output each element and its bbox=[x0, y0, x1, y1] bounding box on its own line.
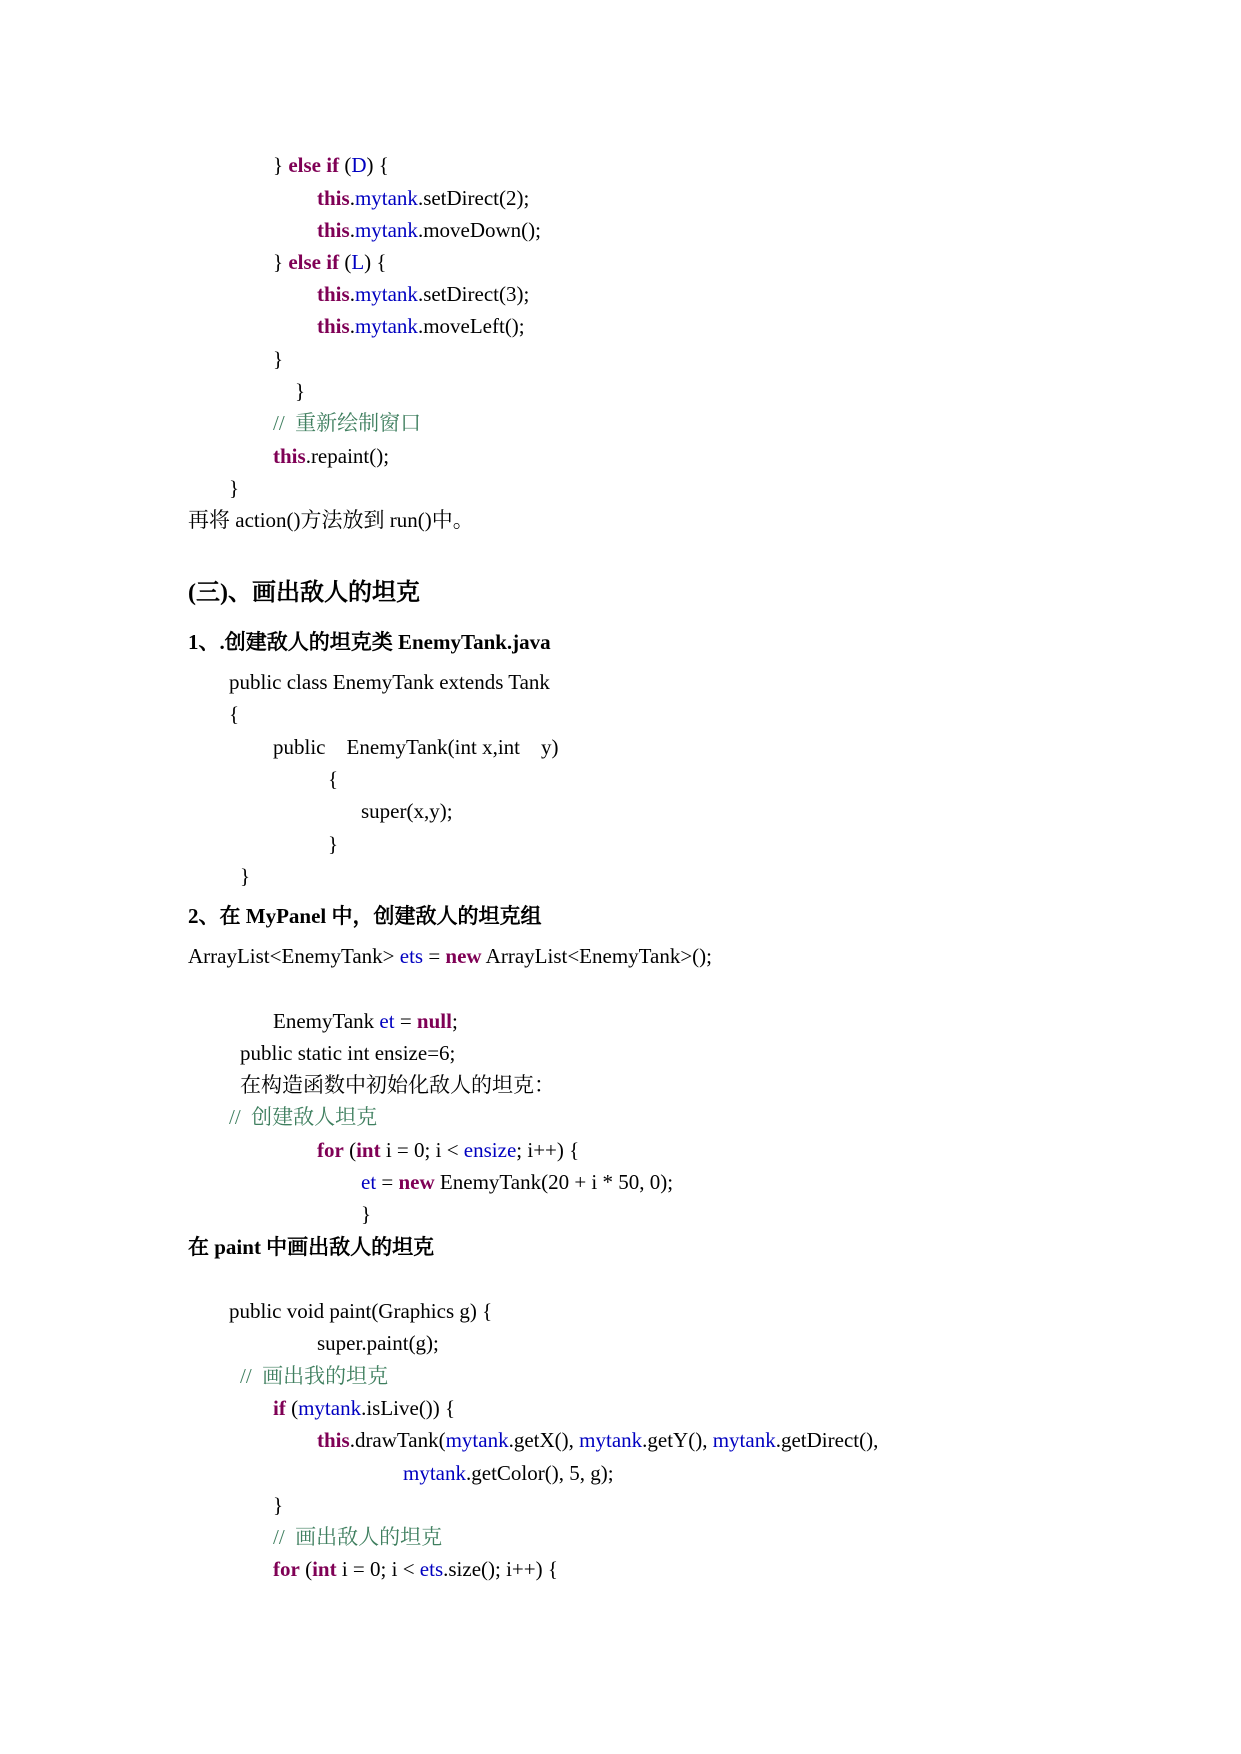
code-comment-text: // 创建敌人坦克 bbox=[229, 1105, 378, 1129]
code-text: 2、在 MyPanel 中，创建敌人的坦克组 bbox=[188, 904, 542, 928]
code-text: ArrayList<EnemyTank> bbox=[188, 944, 400, 968]
code-text: 在构造函数中初始化敌人的坦克： bbox=[240, 1073, 555, 1097]
code-field: mytank bbox=[354, 314, 418, 338]
code-line bbox=[188, 943, 712, 969]
code-line bbox=[317, 1137, 579, 1163]
code-keyword: else bbox=[288, 250, 321, 274]
code-text: } bbox=[328, 832, 339, 856]
code-text: super.paint(g); bbox=[317, 1331, 439, 1355]
code-line bbox=[328, 766, 338, 792]
code-line bbox=[273, 443, 389, 469]
code-text: .getColor(), 5, g); bbox=[466, 1461, 614, 1485]
code-text: i = 0; i < bbox=[336, 1557, 420, 1581]
code-keyword: if bbox=[326, 250, 340, 274]
body-text bbox=[188, 507, 474, 533]
code-comment-text: // 重新绘制窗口 bbox=[273, 411, 422, 435]
code-text: ArrayList<EnemyTank>(); bbox=[481, 944, 712, 968]
code-text: ( bbox=[339, 250, 352, 274]
code-text: .getDirect(), bbox=[775, 1428, 879, 1452]
code-line bbox=[317, 1330, 439, 1356]
code-text: public class EnemyTank extends Tank bbox=[229, 670, 550, 694]
code-keyword: int bbox=[312, 1557, 337, 1581]
code-text: ; bbox=[451, 1009, 458, 1033]
code-field: L bbox=[351, 250, 365, 274]
code-text: } bbox=[273, 153, 289, 177]
subsection-heading bbox=[188, 903, 541, 929]
code-field: ets bbox=[399, 944, 424, 968]
code-field: mytank bbox=[579, 1428, 643, 1452]
code-line bbox=[273, 152, 389, 178]
code-line bbox=[273, 249, 386, 275]
code-text: { bbox=[328, 767, 339, 791]
code-line bbox=[229, 475, 239, 501]
code-text: ; i++) { bbox=[516, 1138, 580, 1162]
code-field: D bbox=[351, 153, 367, 177]
code-field: et bbox=[361, 1170, 377, 1194]
code-text: public EnemyTank(int x,int y) bbox=[273, 735, 559, 759]
code-text: ( bbox=[285, 1396, 299, 1420]
code-text: EnemyTank(20 + i * 50, 0); bbox=[434, 1170, 674, 1194]
code-text: = bbox=[394, 1009, 417, 1033]
code-text: .moveLeft(); bbox=[417, 314, 525, 338]
code-line bbox=[317, 185, 529, 211]
code-line bbox=[273, 1395, 455, 1421]
code-text: . bbox=[349, 218, 355, 242]
code-text: .repaint(); bbox=[305, 444, 390, 468]
code-field: et bbox=[379, 1009, 395, 1033]
code-comment bbox=[240, 1363, 388, 1389]
code-line bbox=[229, 1298, 492, 1324]
code-comment bbox=[273, 410, 421, 436]
code-text: .setDirect(3); bbox=[417, 282, 530, 306]
code-text: .moveDown(); bbox=[417, 218, 541, 242]
code-text: .setDirect(2); bbox=[417, 186, 530, 210]
code-line bbox=[361, 1201, 371, 1227]
code-text: } bbox=[295, 379, 306, 403]
code-keyword: for bbox=[317, 1138, 344, 1162]
code-line bbox=[229, 701, 239, 727]
code-text: .size(); i++) { bbox=[443, 1557, 558, 1581]
code-text: .drawTank( bbox=[349, 1428, 446, 1452]
code-keyword: for bbox=[273, 1557, 300, 1581]
code-text: } bbox=[273, 250, 289, 274]
code-line bbox=[273, 346, 283, 372]
subsection-heading bbox=[188, 1234, 434, 1260]
code-text: } bbox=[240, 864, 251, 888]
code-line bbox=[361, 1169, 673, 1195]
code-keyword: else bbox=[288, 153, 321, 177]
code-keyword: if bbox=[273, 1396, 286, 1420]
body-text bbox=[240, 1072, 555, 1098]
code-text: .getX(), bbox=[508, 1428, 580, 1452]
code-comment bbox=[273, 1524, 442, 1550]
code-text: ( bbox=[299, 1557, 313, 1581]
code-line bbox=[273, 1492, 283, 1518]
code-keyword: this bbox=[317, 186, 350, 210]
code-text: 再将 action()方法放到 run()中。 bbox=[188, 508, 474, 532]
code-text: (三)、画出敌人的坦克 bbox=[188, 580, 420, 606]
code-line bbox=[317, 281, 529, 307]
code-field: mytank bbox=[354, 186, 418, 210]
code-text: ) { bbox=[364, 250, 387, 274]
code-keyword: null bbox=[416, 1009, 452, 1033]
code-line bbox=[273, 734, 558, 760]
code-line bbox=[273, 1008, 458, 1034]
code-text: { bbox=[229, 702, 240, 726]
code-text: . bbox=[349, 186, 355, 210]
code-line bbox=[273, 1556, 558, 1582]
code-text: } bbox=[229, 476, 240, 500]
code-field: mytank bbox=[403, 1461, 466, 1485]
code-line bbox=[240, 863, 250, 889]
code-text: i = 0; i < bbox=[380, 1138, 464, 1162]
code-text: ( bbox=[339, 153, 352, 177]
code-line bbox=[295, 378, 305, 404]
code-field: mytank bbox=[712, 1428, 776, 1452]
code-text: 1、.创建敌人的坦克类 EnemyTank.java bbox=[188, 630, 551, 654]
code-line bbox=[317, 1427, 878, 1453]
code-field: ets bbox=[419, 1557, 444, 1581]
code-text: } bbox=[361, 1202, 372, 1226]
code-line bbox=[229, 669, 550, 695]
code-line bbox=[317, 313, 525, 339]
subsection-heading bbox=[188, 629, 551, 655]
code-text: . bbox=[349, 314, 355, 338]
code-text: } bbox=[273, 347, 284, 371]
code-line bbox=[240, 1040, 455, 1066]
code-keyword: this bbox=[273, 444, 306, 468]
code-line bbox=[328, 831, 338, 857]
code-field: mytank bbox=[445, 1428, 509, 1452]
code-keyword: this bbox=[317, 218, 350, 242]
code-text: = bbox=[376, 1170, 399, 1194]
code-text: ) { bbox=[366, 153, 389, 177]
code-line bbox=[317, 217, 541, 243]
code-field: mytank bbox=[298, 1396, 362, 1420]
code-keyword: this bbox=[317, 282, 350, 306]
code-keyword: if bbox=[326, 153, 340, 177]
code-field: mytank bbox=[354, 218, 418, 242]
code-text: .isLive()) { bbox=[361, 1396, 456, 1420]
code-text: super(x,y); bbox=[361, 799, 453, 823]
code-keyword: int bbox=[356, 1138, 381, 1162]
code-text: } bbox=[273, 1493, 284, 1517]
code-comment bbox=[229, 1104, 377, 1130]
code-text: ( bbox=[343, 1138, 357, 1162]
code-text: .getY(), bbox=[642, 1428, 713, 1452]
code-text: = bbox=[423, 944, 446, 968]
code-keyword: this bbox=[317, 314, 350, 338]
code-comment-text: // 画出敌人的坦克 bbox=[273, 1525, 443, 1549]
code-text: public static int ensize=6; bbox=[240, 1041, 456, 1065]
code-keyword: new bbox=[445, 944, 482, 968]
code-text: public void paint(Graphics g) { bbox=[229, 1299, 493, 1323]
code-keyword: new bbox=[398, 1170, 435, 1194]
code-text: EnemyTank bbox=[273, 1009, 380, 1033]
code-keyword: this bbox=[317, 1428, 350, 1452]
code-text: 在 paint 中画出敌人的坦克 bbox=[188, 1235, 435, 1259]
code-field: ensize bbox=[463, 1138, 517, 1162]
code-comment-text: // 画出我的坦克 bbox=[240, 1364, 389, 1388]
section-heading bbox=[188, 578, 420, 608]
code-field: mytank bbox=[354, 282, 418, 306]
code-line bbox=[361, 798, 453, 824]
code-line bbox=[403, 1460, 614, 1486]
code-text: . bbox=[349, 282, 355, 306]
